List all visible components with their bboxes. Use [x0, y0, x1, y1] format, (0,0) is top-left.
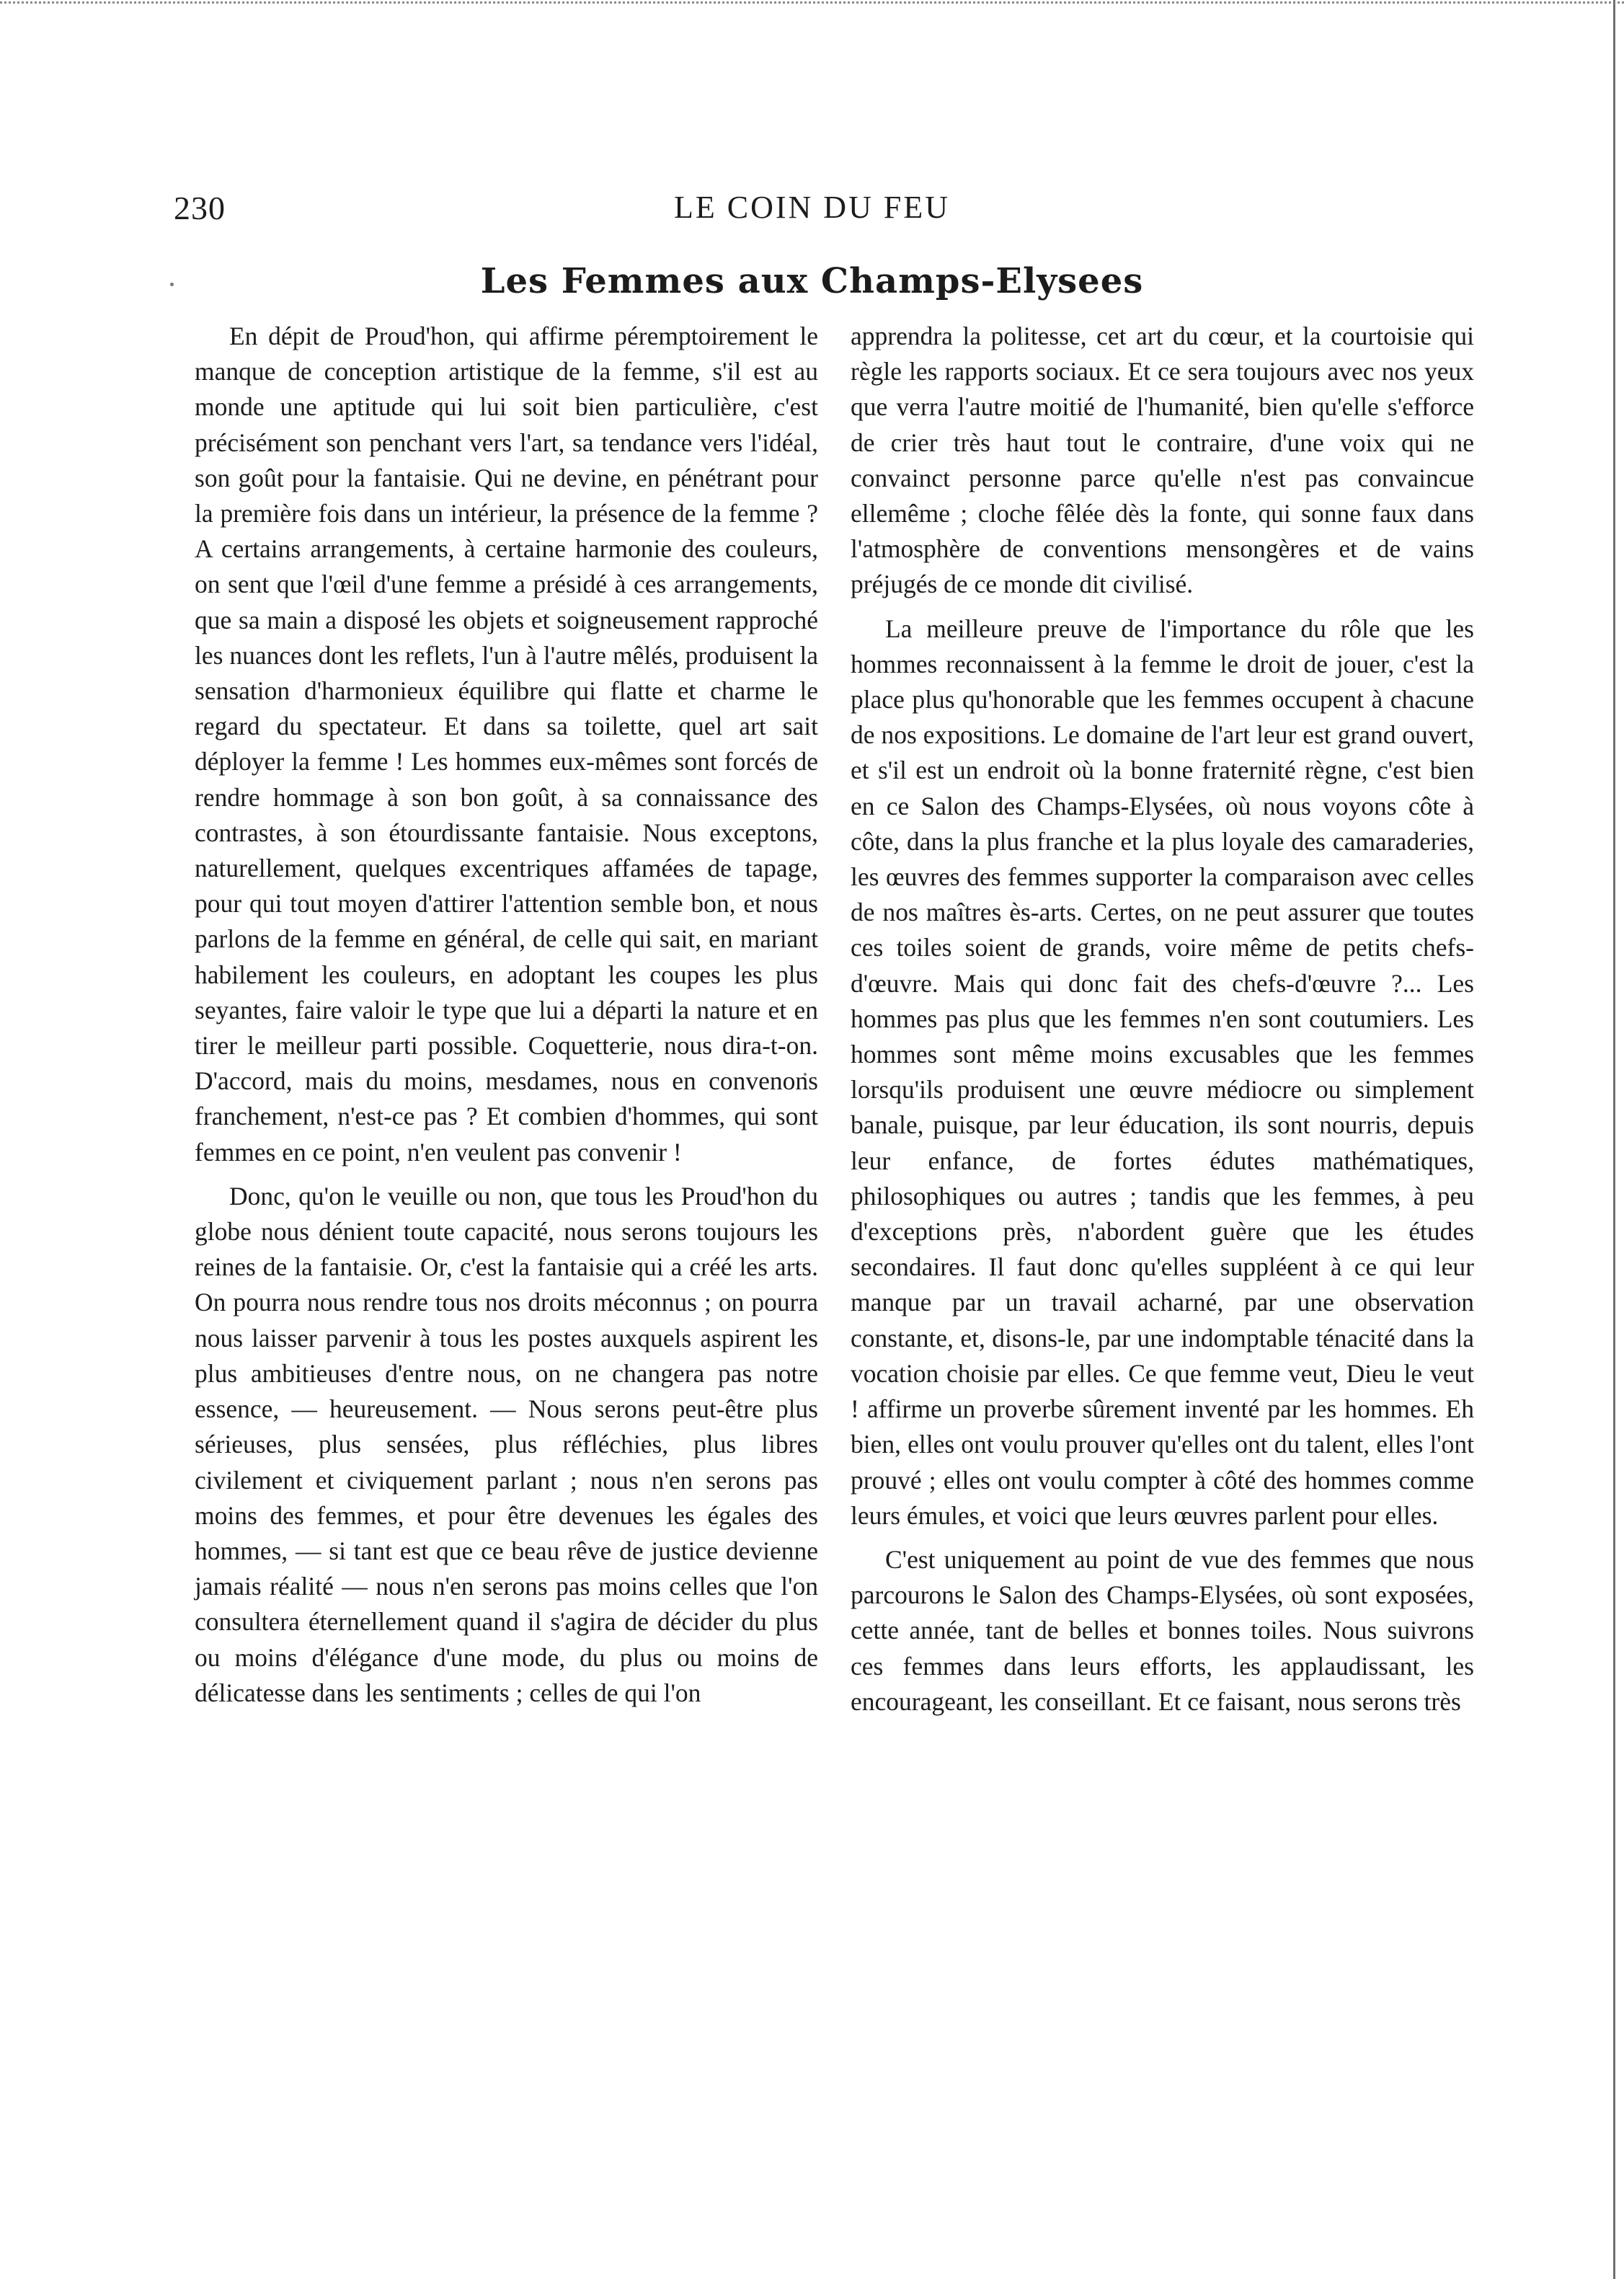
- paragraph: Donc, qu'on le veuille ou non, que tous les Proud'hon du globe nous dénient toute capacité, nous serons toujours les reines de la fantaisie. Or, c'est la fantaisie qui a créé les arts. On pourra nous rendre tous nos droits méconnus ; on pourra nous laisser parvenir à tous les postes auxquels aspirent les plus ambitieuses d'entre nous, on ne changera pas notre essence, — heureusement. — Nous serons peut-être plus sérieuses, plus sensées, plus réfléchies, plus libres civilement et civiquement parlant ; nous n'en serons pas moins des femmes, et pour être devenues les égales des hommes, — si tant est que ce beau rêve de justice devienne jamais réalité — nous n'en serons pas moins celles que l'on consultera éternellement quand il s'agira de décider du plus ou moins d'élégance d'une mode, du plus ou moins de délicatesse dans les sentiments ; celles de qui l'on: [195, 1181, 818, 1707]
- right-column: [851, 319, 1474, 1728]
- scan-right-edge: [1613, 0, 1615, 2279]
- paragraph: En dépit de Proud'hon, qui affirme péremptoirement le manque de conception artistique de la femme, s'il est au monde une aptitude qui lui soit bien particulière, c'est précisément son penchant vers l'art, sa tendance vers l'idéal, son goût pour la fantaisie. Qui ne devine, en pénétrant pour la première fois dans un intérieur, la présence de la femme ? A certains arrangements, à certaine harmonie des couleurs, on sent que l'œil d'une femme a présidé à ces arrangements, que sa main a disposé les objets et soigneusement rapproché les nuances dont les reflets, l'un à l'autre mêlés, produisent la sensation d'harmonieux équilibre qui flatte et charme le regard du spectateur. Et dans sa toilette, quel art sait déployer la femme ! Les hommes eux-mêmes sont forcés de rendre hommage à son bon goût, à sa connaissance des contrastes, à son étourdissante fantaisie. Nous exceptons, naturellement, quelques excentriques affamées de tapage, pour qui tout moyen d'attirer l'attention semble bon, et nous parlons de la femme en général, de celle qui sait, en mariant habilement les couleurs, en adoptant les coupes les plus seyantes, faire valoir le type que lui a départi la nature et en tirer le meilleur parti possible. Coquetterie, nous dira-t-on. D'accord, mais du moins, mesdames, nous en convenons franchement, n'est-ce pas ? Et combien d'hommes, qui sont femmes en ce point, n'en veulent pas convenir !: [195, 322, 818, 1167]
- page-number: 230: [174, 190, 226, 226]
- running-title: LE COIN DU FEU: [674, 190, 950, 225]
- paragraph-continued: apprendra la politesse, cet art du cœur, et la courtoisie qui règle les rapports sociaux. Et ce sera toujours avec nos yeux que verra l'autre moitié de l'humanité, bien qu'elle s'efforce de crier très haut tout le contraire, d'une voix qui ne convainct personne parce qu'elle n'est pas convaincue ellemême ; cloche fêlée dès la fonte, qui sonne faux dans l'atmosphère de conventions mensongères et de vains préjugés de ce monde dit civilisé.: [851, 322, 1474, 599]
- paragraph: C'est uniquement au point de vue des femmes que nous parcourons le Salon des Champs-Elysées, où sont exposées, cette année, tant de belles et bonnes toiles. Nous suivrons ces femmes dans leurs efforts, les applaudissant, les encourageant, les conseillant. Et ce faisant, nous serons très: [851, 1544, 1474, 1716]
- left-column: [195, 319, 818, 1720]
- article-title: Les Femmes aux Champs-Elysees: [480, 261, 1144, 301]
- scan-top-edge: [0, 1, 1624, 4]
- paragraph: La meilleure preuve de l'importance du rôle que les hommes reconnaissent à la femme le droit de jouer, c'est la place plus qu'honorable que les femmes occupent à chacune de nos expositions. Le domaine de l'art leur est grand ouvert, et s'il est un endroit où la bonne fraternité règne, c'est bien en ce Salon des Champs-Elysées, où nous voyons côte à côte, dans la plus franche et la plus loyale des camaraderies, les œuvres des femmes supporter la comparaison avec celles de nos maîtres ès-arts. Certes, on ne peut assurer que toutes ces toiles soient de grands, voire même de petits chefs-d'œuvre. Mais qui donc fait des chefs-d'œuvre ?... Les hommes pas plus que les femmes n'en sont coutumiers. Les hommes sont même moins excusables que les femmes lorsqu'ils produisent une œuvre médiocre ou simplement banale, puisque, par leur éducation, ils sont nourris, depuis leur enfance, de fortes édutes mathématiques, philosophiques ou autres ; tandis que les femmes, à peu d'exceptions près, n'abordent guère que les études secondaires. Il faut donc qu'elles suppléent à ce qui leur manque par un travail acharné, par une observation constante, et, disons-le, par une indomptable ténacité dans la vocation choisie par elles. Ce que femme veut, Dieu le veut ! affirme un proverbe sûrement inventé par les hommes. Eh bien, elles ont voulu prouver qu'elles ont du talent, elles l'ont prouvé ; elles ont voulu compter à côté des hommes comme leurs émules, et voici que leurs œuvres parlent pour elles.: [851, 614, 1474, 1530]
